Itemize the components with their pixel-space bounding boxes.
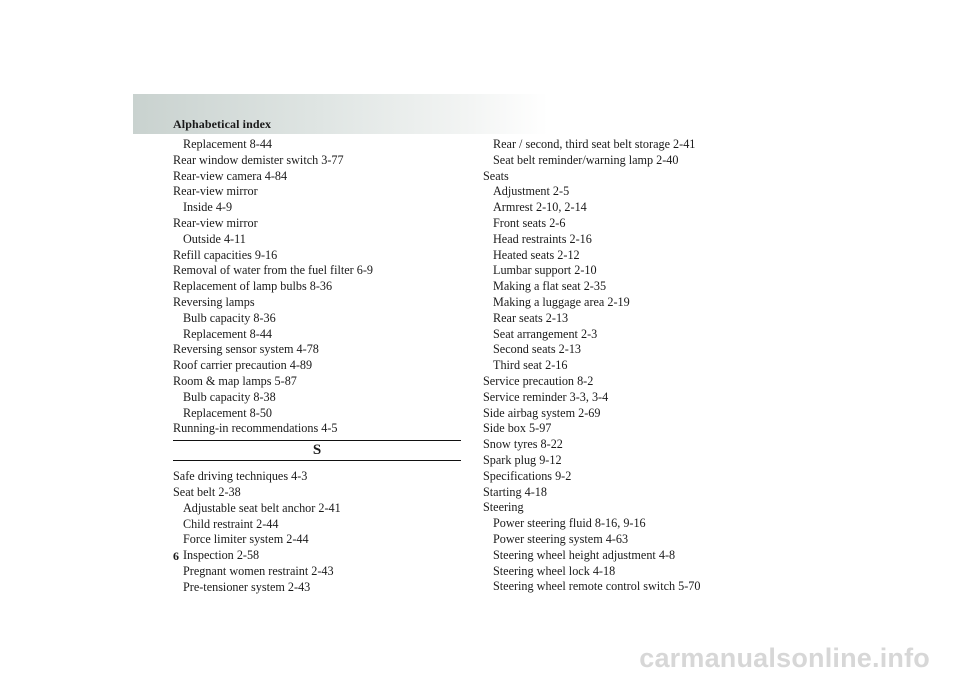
index-subentry: Adjustment 2-5 — [493, 184, 570, 199]
index-subentry: Pre-tensioner system 2-43 — [183, 579, 311, 594]
index-entry: Side airbag system 2-69 — [483, 405, 601, 420]
index-subentry: Force limiter system 2-44 — [183, 532, 309, 547]
index-entry: Room & map lamps 5-87 — [173, 373, 297, 388]
index-entry: Running-in recommendations 4-5 — [173, 421, 338, 436]
index-list-s — [173, 469, 461, 595]
index-subentry: Replacement 8-44 — [183, 326, 273, 341]
index-list-r — [173, 137, 461, 437]
index-column-left — [173, 137, 461, 596]
section-letter: S — [312, 442, 322, 459]
index-subentry: Replacement 8-44 — [183, 137, 273, 151]
page-title: Alphabetical index — [173, 117, 272, 131]
index-subentry: Seat belt reminder/warning lamp 2-40 — [493, 152, 679, 167]
index-entry: Seats — [483, 168, 509, 183]
index-subentry: Power steering fluid 8-16, 9-16 — [493, 516, 646, 531]
index-subentry: Third seat 2-16 — [493, 358, 568, 373]
index-entry: Steering — [483, 500, 524, 515]
index-subentry: Power steering system 4-63 — [493, 531, 629, 546]
index-entry: Replacement of lamp bulbs 8-36 — [173, 279, 333, 294]
index-subentry: Adjustable seat belt anchor 2-41 — [183, 500, 341, 515]
index-subentry: Making a flat seat 2-35 — [493, 279, 607, 294]
index-entry: Spark plug 9-12 — [483, 452, 562, 467]
index-subentry: Inside 4-9 — [183, 200, 233, 215]
index-column-right — [483, 137, 783, 595]
index-subentry: Child restraint 2-44 — [183, 516, 279, 531]
index-entry: Service precaution 8-2 — [483, 373, 594, 388]
index-subentry: Bulb capacity 8-38 — [183, 389, 276, 404]
index-entry: Seat belt 2-38 — [173, 484, 241, 499]
index-subentry: Making a luggage area 2-19 — [493, 294, 630, 309]
index-entry: Rear window demister switch 3-77 — [173, 152, 344, 167]
index-entry: Removal of water from the fuel filter 6-9 — [173, 263, 374, 278]
index-entry: Rear-view mirror — [173, 184, 258, 199]
index-list-right — [483, 137, 783, 595]
index-subentry: Steering wheel remote control switch 5-70 — [493, 579, 701, 594]
index-subentry: Pregnant women restraint 2-43 — [183, 563, 334, 578]
index-entry: Rear-view camera 4-84 — [173, 168, 288, 183]
index-subentry: Bulb capacity 8-36 — [183, 310, 276, 325]
index-entry: Side box 5-97 — [483, 421, 552, 436]
index-subentry: Heated seats 2-12 — [493, 247, 580, 262]
index-entry: Specifications 9-2 — [483, 468, 572, 483]
index-entry: Refill capacities 9-16 — [173, 247, 278, 262]
index-subentry: Head restraints 2-16 — [493, 231, 592, 246]
index-entry: Roof carrier precaution 4-89 — [173, 358, 313, 373]
index-subentry: Armrest 2-10, 2-14 — [493, 200, 587, 215]
index-entry: Rear-view mirror — [173, 215, 258, 230]
section-rule-bottom — [173, 460, 461, 461]
index-entry: Service reminder 3-3, 3-4 — [483, 389, 609, 404]
index-entry: Snow tyres 8-22 — [483, 437, 563, 452]
index-subentry: Rear / second, third seat belt storage 2-41 — [493, 137, 696, 151]
index-subentry: Steering wheel height adjustment 4-8 — [493, 547, 676, 562]
index-subentry: Replacement 8-50 — [183, 405, 273, 420]
index-entry: Reversing sensor system 4-78 — [173, 342, 319, 357]
index-subentry: Outside 4-11 — [183, 231, 246, 246]
index-subentry: Inspection 2-58 — [183, 548, 260, 563]
index-subentry: Second seats 2-13 — [493, 342, 582, 357]
section-header-s — [173, 439, 461, 463]
index-subentry: Rear seats 2-13 — [493, 310, 569, 325]
index-entry: Reversing lamps — [173, 294, 255, 309]
index-subentry: Front seats 2-6 — [493, 215, 566, 230]
watermark: carmanualsonline.info — [639, 643, 930, 673]
index-entry: Safe driving techniques 4-3 — [173, 469, 308, 484]
index-entry: Starting 4-18 — [483, 484, 547, 499]
index-subentry: Lumbar support 2-10 — [493, 263, 597, 278]
index-subentry: Seat arrangement 2-3 — [493, 326, 598, 341]
page-number: 6 — [173, 549, 179, 563]
index-subentry: Steering wheel lock 4-18 — [493, 563, 616, 578]
